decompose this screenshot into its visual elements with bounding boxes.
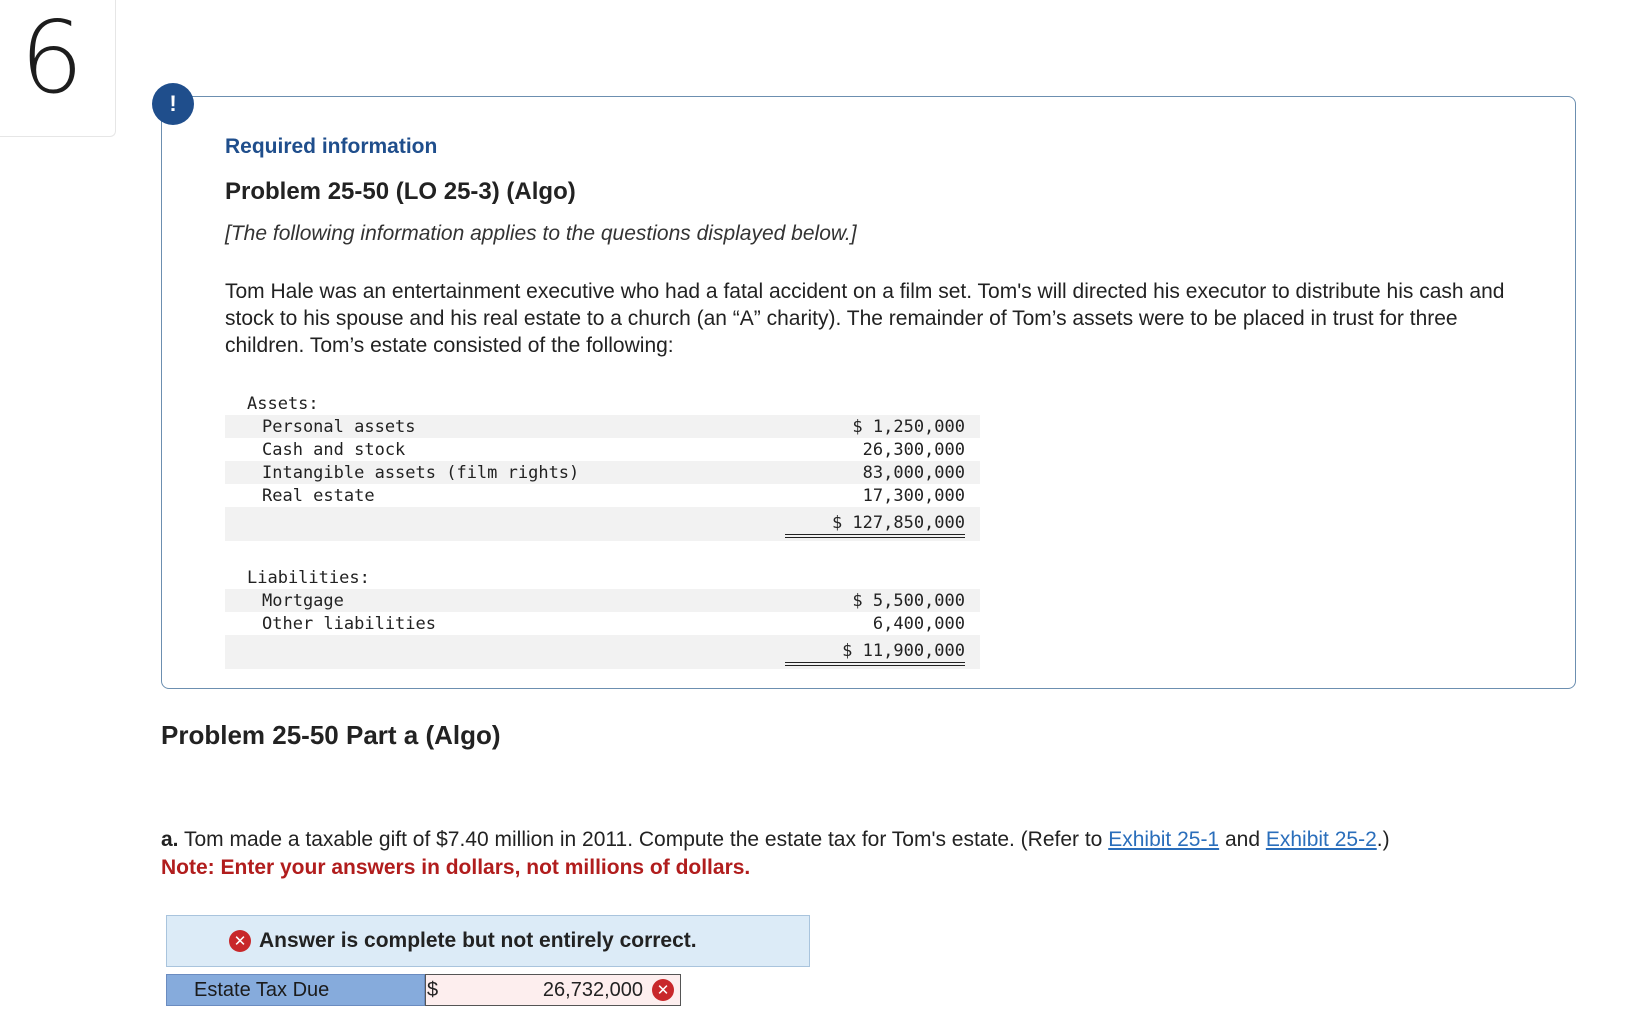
problem-title: Problem 25-50 (LO 25-3) (Algo) <box>225 178 576 205</box>
assets-heading: Assets: <box>247 394 319 414</box>
estate-table <box>225 392 980 669</box>
row-label: Mortgage <box>262 591 344 611</box>
answer-label: Estate Tax Due <box>166 974 425 1006</box>
row-label: Cash and stock <box>262 440 406 460</box>
table-row <box>225 484 980 507</box>
row-amount: 17,300,000 <box>785 486 965 508</box>
question-number-box <box>0 0 116 137</box>
required-info-heading: Required information <box>225 135 438 158</box>
row-amount: $ 5,500,000 <box>852 591 965 611</box>
feedback-banner <box>166 915 810 967</box>
row-label: Personal assets <box>262 417 416 437</box>
question-note: Note: Enter your answers in dollars, not millions of dollars. <box>161 856 751 879</box>
row-amount: 26,300,000 <box>862 440 965 460</box>
table-row <box>225 461 980 484</box>
table-row <box>225 415 980 438</box>
exhibit-25-1-link[interactable]: Exhibit 25-1 <box>1108 828 1220 851</box>
row-amount: 6,400,000 <box>785 614 965 636</box>
answer-row <box>166 974 681 1006</box>
table-row <box>225 612 980 635</box>
assets-total-row <box>225 507 980 541</box>
exhibit-25-2-link[interactable]: Exhibit 25-2 <box>1265 828 1377 851</box>
currency-symbol: $ <box>427 979 439 1001</box>
x-circle-icon: ✕ <box>652 979 674 1001</box>
table-row <box>225 589 980 612</box>
liabilities-total-row <box>225 635 980 669</box>
question-body: Tom made a taxable gift of $7.40 million in 2011. Compute the estate tax for Tom's estate. (Refer to <box>183 828 1103 851</box>
row-amount: $ 1,250,000 <box>852 417 965 437</box>
row-label: Other liabilities <box>262 614 436 634</box>
answer-value[interactable]: 26,732,000 <box>542 979 643 1001</box>
liabilities-heading-row <box>225 566 980 589</box>
liabilities-total: $ 11,900,000 <box>785 641 965 666</box>
exclamation-icon: ! <box>152 83 194 125</box>
question-label: a. <box>161 828 179 851</box>
liabilities-heading: Liabilities: <box>247 568 370 588</box>
question-text <box>161 826 1581 882</box>
table-row <box>225 438 980 461</box>
estate-tax-input[interactable] <box>425 974 681 1006</box>
feedback-text: Answer is complete but not entirely correct. <box>259 929 697 952</box>
row-amount: 83,000,000 <box>862 463 965 483</box>
scenario-text: Tom Hale was an entertainment executive who had a fatal accident on a film set. Tom's will directed his executor to distribute his cash and stock to his spouse and his real estate to a church (an “A” charity). The remainder of Tom’s assets were to be placed in trust for three children. Tom’s estate consisted of the following: <box>225 280 1505 357</box>
assets-total: $ 127,850,000 <box>785 513 965 538</box>
assets-heading-row <box>225 392 980 415</box>
x-circle-icon: ✕ <box>229 930 251 952</box>
question-end: .) <box>1376 828 1390 851</box>
question-number: 6 <box>20 0 84 116</box>
part-title: Problem 25-50 Part a (Algo) <box>161 720 501 750</box>
row-label: Intangible assets (film rights) <box>262 463 580 483</box>
row-label: Real estate <box>262 486 375 506</box>
applies-note: [The following information applies to the questions displayed below.] <box>225 222 857 245</box>
question-and: and <box>1224 828 1261 851</box>
